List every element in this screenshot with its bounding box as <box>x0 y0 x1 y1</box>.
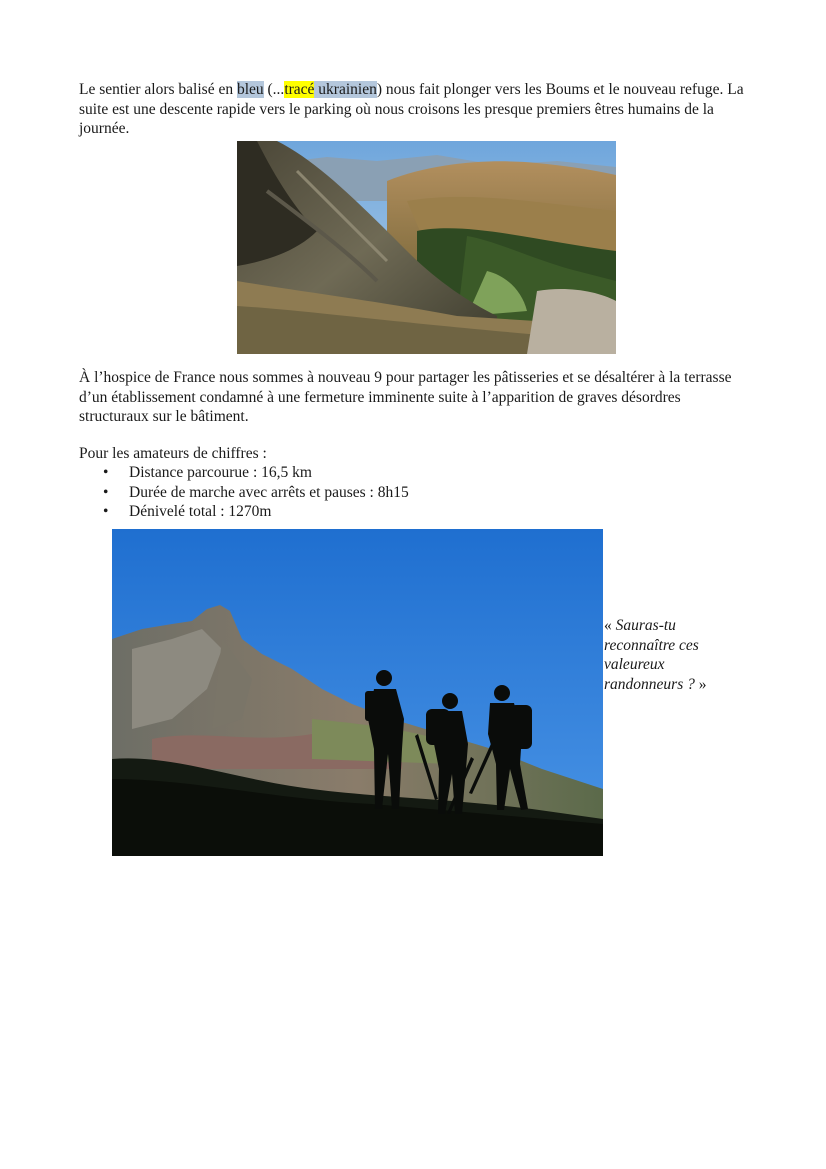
list-item-text: Durée de marche avec arrêts et pauses : 8h15 <box>129 483 409 501</box>
caption-text: Sauras-tu reconnaître ces valeureux randonneurs ? <box>604 617 699 693</box>
list-item-distance <box>79 463 409 483</box>
bullet: • <box>103 503 109 520</box>
valley-photo <box>237 141 616 354</box>
list-item-elevation <box>79 502 409 522</box>
paragraph-hospice: À l’hospice de France nous sommes à nouveau 9 pour partager les pâtisseries et se désaltérer à la terrasse d’un établissement condamné à une fermeture imminente suite à l’apparition de graves désordres structuraux sur le bâtiment. <box>79 369 732 425</box>
open-quote: « <box>604 617 616 634</box>
bullet: • <box>103 464 109 481</box>
photo-caption <box>604 616 744 694</box>
list-item-text: Distance parcourue : 16,5 km <box>129 464 312 481</box>
hikers-silhouette-photo <box>112 529 603 856</box>
highlight-blue-bleu: bleu <box>236 81 264 98</box>
stats-list <box>79 463 409 522</box>
text-run: (... <box>263 81 285 98</box>
close-quote: » <box>694 675 707 693</box>
highlight-blue-ukrainien: ukrainien <box>318 81 377 98</box>
paragraph-trail <box>79 80 749 139</box>
highlight-yellow-trace: tracé <box>284 81 315 98</box>
text-run: ) nous fait plonger vers les Boums et le nouveau refuge. La suite est une descente rapide vers le parking où nous croisons les presque premiers êtres humains de la journée. <box>79 81 744 137</box>
list-item-duration <box>79 483 409 503</box>
bullet: • <box>103 483 109 501</box>
text-run: Le sentier alors balisé en <box>79 81 237 98</box>
list-item-text: Dénivelé total : 1270m <box>129 503 272 520</box>
paragraph-stats-intro: Pour les amateurs de chiffres : <box>79 445 267 462</box>
